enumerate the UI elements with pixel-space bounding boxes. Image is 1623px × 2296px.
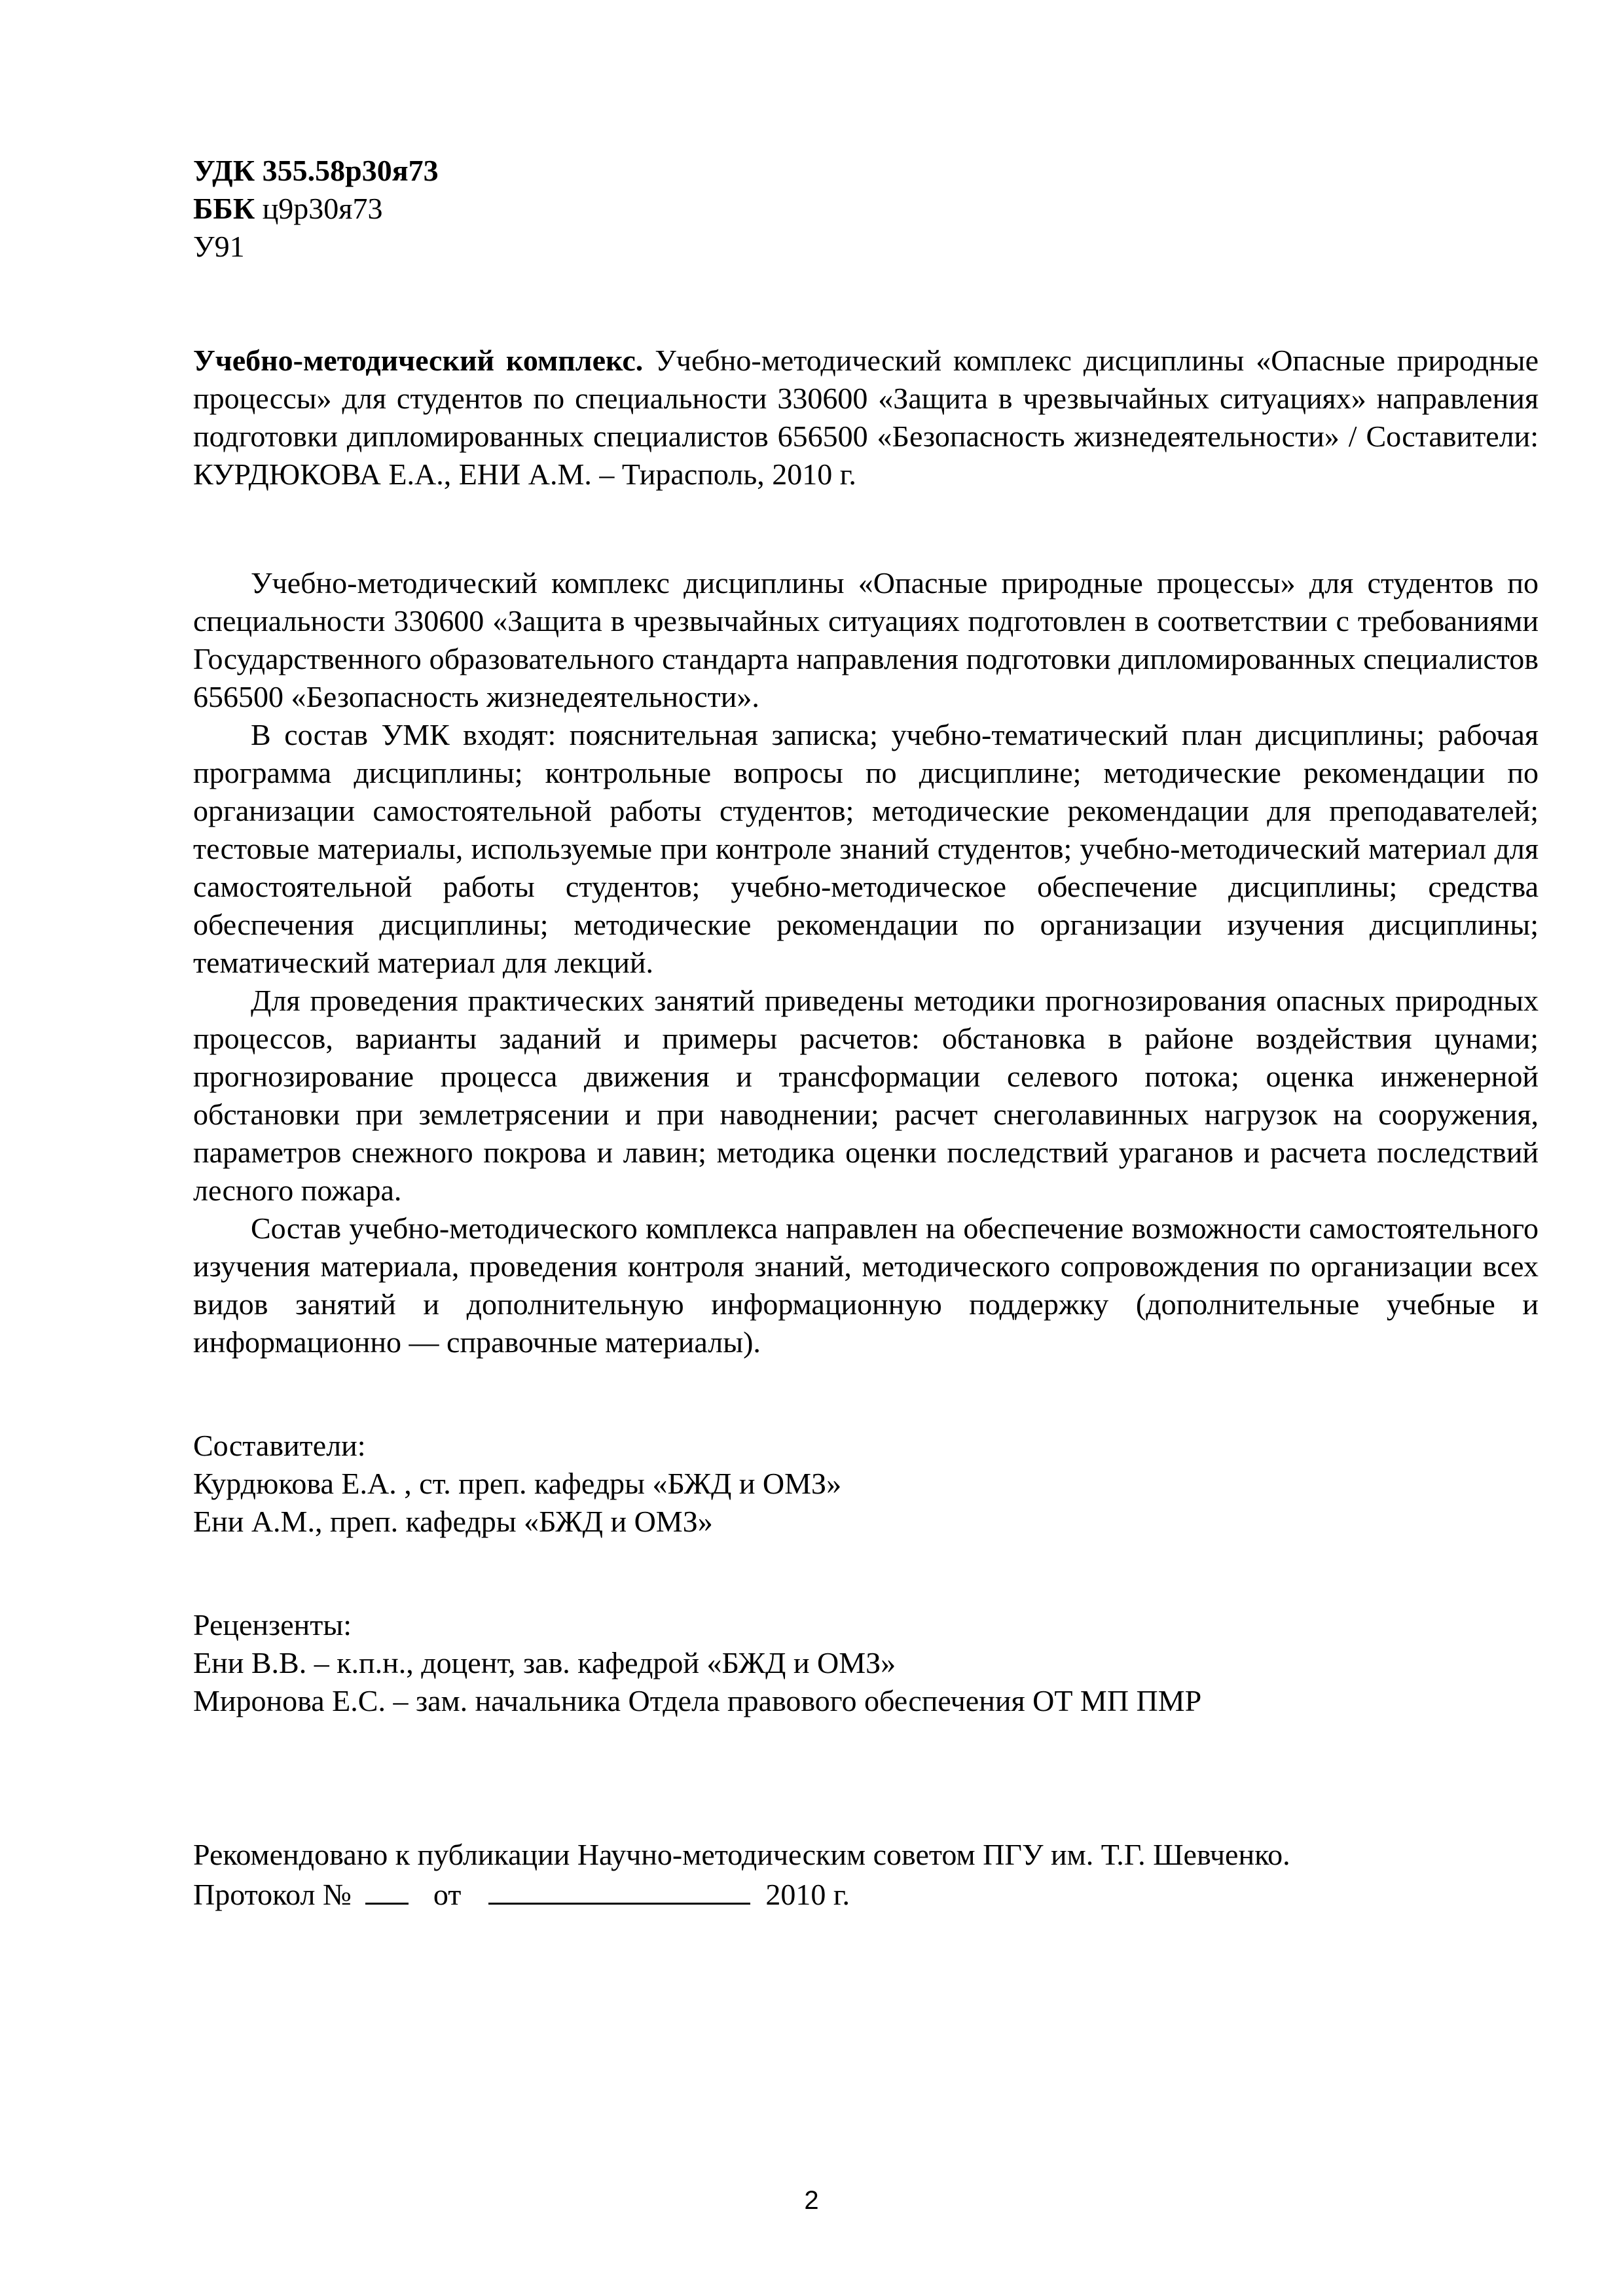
protocol-year: 2010 г. [765,1878,850,1911]
recommendation-text: Рекомендовано к публикации Научно-методическим советом ПГУ им. Т.Г. Шевченко. [193,1838,1290,1871]
annotation-text: Учебно-методический комплекс дисциплины «Опасные природные процессы» для студентов по специальности 330600 «Защита в чрезвычайных ситуациях» направления подготовки дипломированных специалистов 656500 «Безопасность жизнедеятельности» / Составители: КУРДЮКОВА Е.А., ЕНИ А.М. – Тирасполь, 2010 г. [193,344,1539,491]
author-mark: У91 [193,230,245,263]
reviewer-entry: Ени В.В. – к.п.н., доцент, зав. кафедрой «БЖД и ОМЗ» [193,1646,896,1679]
body-paragraph: Учебно-методический комплекс дисциплины «Опасные природные процессы» для студентов по специальности 330600 «Защита в чрезвычайных ситуациях подготовлен в соответствии с требованиями Государственного образовательного стандарта направления подготовки дипломированных специалистов 656500 «Безопасность жизнедеятельности». [193,566,1539,713]
reviewer-entry: Миронова Е.С. – зам. начальника Отдела правового обеспечения ОТ МП ПМР [193,1684,1202,1717]
classification-codes [193,152,1539,266]
bbk-value: ц9р30я73 [262,192,383,225]
bbk-line [193,190,1539,228]
reviewers-heading: Рецензенты: [193,1608,352,1641]
reviewers-section [193,1606,1539,1720]
protocol-date-blank [488,1874,750,1905]
annotation [193,342,1539,493]
protocol-number-blank [365,1874,409,1905]
protocol-line [193,1874,1539,1912]
page-number: 2 [804,2186,819,2215]
compiler-entry: Курдюкова Е.А. , ст. преп. кафедры «БЖД и ОМЗ» [193,1467,842,1500]
udk-line [193,152,1539,190]
annotation-lead: Учебно-методический комплекс. [193,344,644,377]
from-label: от [433,1878,462,1911]
bbk-label: ББК [193,192,255,225]
body-paragraph: Состав учебно-методического комплекса направлен на обеспечение возможности самостоятельного изучения материала, проведения контроля знаний, методического сопровождения по организации всех видов занятий и дополнительную информационную поддержку (дополнительные учебные и информационно — справочные материалы). [193,1211,1539,1359]
udk-label: УДК [193,154,255,187]
recommendation-section [193,1836,1539,1912]
body-paragraph: В состав УМК входят: пояснительная записка; учебно-тематический план дисциплины; рабочая программа дисциплины; контрольные вопросы по дисциплине; методические рекомендации по организации самостоятельной работы студентов; методические рекомендации для преподавателей; тестовые материалы, используемые при контроле знаний студентов; учебно-методический материал для самостоятельной работы студентов; учебно-методическое обеспечение дисциплины; средства обеспечения дисциплины; методические рекомендации по организации изучения дисциплины; тематический материал для лекций. [193,718,1539,979]
udk-value: 355.58р30я73 [262,154,439,187]
compiler-entry: Ени А.М., преп. кафедры «БЖД и ОМЗ» [193,1505,713,1538]
body-paragraph: Для проведения практических занятий приведены методики прогнозирования опасных природных процессов, варианты заданий и примеры расчетов: обстановка в районе воздействия цунами; прогнозирование процесса движения и трансформации селевого потока; оценка инженерной обстановки при землетрясении и при наводнении; расчет снеголавинных нагрузок на сооружения, параметров снежного покрова и лавин; методика оценки последствий ураганов и расчета последствий лесного пожара. [193,984,1539,1207]
compilers-section [193,1427,1539,1541]
protocol-label: Протокол № [193,1878,352,1911]
main-body [193,564,1539,1361]
compilers-heading: Составители: [193,1429,366,1462]
